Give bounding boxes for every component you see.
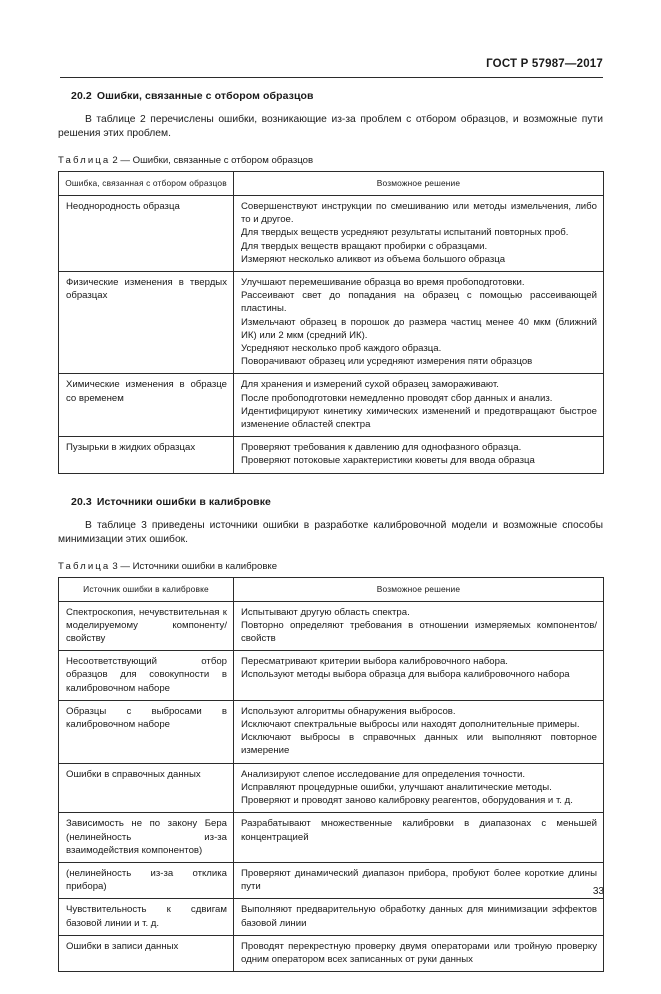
table-caption-dash: — xyxy=(120,155,130,166)
table-3-row-3-solution xyxy=(234,763,604,813)
table-3-caption xyxy=(58,561,603,572)
table-caption-number: 3 xyxy=(112,560,118,572)
cell-line: Для хранения и измерений сухой образец замораживают. xyxy=(241,379,499,391)
table-row xyxy=(59,862,604,898)
table-3-row-3-error xyxy=(59,763,234,813)
table-3-row-6-solution xyxy=(234,899,604,935)
section-title-text: Источники ошибки в калибровке xyxy=(96,495,271,508)
table-2-col-header-error: Ошибка, связанная с отбором образцов xyxy=(59,172,234,196)
cell-line: Измельчают образец в порошок до размера частиц менее 40 мкм (ближний ИК) или 2 мкм (средний ИК). xyxy=(241,316,597,341)
cell-line: Проверяют и проводят заново калибровку реагентов, оборудования и т. д. xyxy=(241,795,573,807)
table-2-row-1-solution xyxy=(234,272,604,374)
cell-line: Поворачивают образец или усредняют измерения пяти образцов xyxy=(241,356,533,368)
section-title-text: Ошибки, связанные с отбором образцов xyxy=(96,90,314,102)
table-3-col-header-error: Источник ошибки в калибровке xyxy=(59,577,234,601)
cell-line: Разрабатывают множественные калибровки в диапазонах с меньшей концентрацией xyxy=(241,818,597,843)
table-3-row-0-error xyxy=(59,601,234,651)
table-3-calibration-error-sources xyxy=(58,577,604,972)
cell-line: Усредняют несколько проб каждого образца. xyxy=(241,343,442,355)
table-3-row-5-solution xyxy=(234,862,604,898)
running-head-standard-id: ГОСТ Р 57987—2017 xyxy=(486,58,603,70)
table-row xyxy=(59,813,604,863)
cell-line: Исправляют процедурные ошибки, улучшают аналитические методы. xyxy=(241,781,552,793)
table-2-row-1-error xyxy=(59,272,234,374)
table-caption-word: Таблица xyxy=(58,155,111,166)
cell-line: Физические изменения в твердых образцах xyxy=(66,277,227,302)
cell-line: Зависимость не по закону Бера (нелинейность из-за взаимодействия компонентов) xyxy=(66,818,227,856)
table-2-row-3-solution xyxy=(234,437,604,473)
cell-line: Чувствительность к сдвигам базовой линии и т. д. xyxy=(66,904,227,929)
cell-line: (нелинейность из-за отклика прибора) xyxy=(66,867,227,893)
table-2-row-0-solution xyxy=(234,196,604,272)
table-3-row-2-error xyxy=(59,700,234,763)
table-3-row-1-error xyxy=(59,651,234,701)
table-row xyxy=(59,899,604,935)
table-caption-word: Таблица xyxy=(58,560,111,572)
cell-line: Несоответствующий отбор образцов для совокупности в калибровочном наборе xyxy=(66,656,227,694)
section-number: 20.2 xyxy=(71,90,92,102)
table-2-col-header-solution: Возможное решение xyxy=(234,172,604,196)
cell-line: Ошибки в записи данных xyxy=(66,940,179,952)
cell-line: Для твердых веществ усредняют результаты испытаний повторных проб. xyxy=(241,227,569,239)
section-paragraph-20-3: В таблице 3 приведены источники ошибки в разработке калибровочной модели и возможные способы минимизации этих ошибок. xyxy=(58,519,603,545)
table-2-row-3-error xyxy=(59,437,234,473)
section-heading-20-2 xyxy=(58,90,603,102)
table-row xyxy=(59,437,604,473)
header-divider xyxy=(60,77,603,78)
cell-line: Пересматривают критерии выбора калибровочного набора. xyxy=(241,656,508,668)
cell-line: Химические изменения в образце со временем xyxy=(66,379,227,404)
cell-line: Повторно определяют требования в отношении измеряемых компонентов/свойств xyxy=(241,619,597,645)
table-2-row-0-error xyxy=(59,196,234,272)
table-row xyxy=(59,651,604,701)
table-header-row xyxy=(59,172,604,196)
page-content xyxy=(58,90,603,994)
cell-line: Выполняют предварительную обработку данных для минимизации эффектов базовой линии xyxy=(241,904,597,929)
cell-line: Неоднородность образца xyxy=(66,201,180,212)
table-3-row-0-solution xyxy=(234,601,604,651)
table-2-row-2-error xyxy=(59,374,234,437)
cell-line: Образцы с выбросами в калибровочном наборе xyxy=(66,705,227,731)
table-3-col-header-solution: Возможное решение xyxy=(234,577,604,601)
section-paragraph-20-2: В таблице 2 перечислены ошибки, возникающие из-за проблем с отбором образцов, и возможные пути решения этих проблем. xyxy=(58,114,603,139)
table-row xyxy=(59,196,604,272)
cell-line: Анализируют слепое исследование для определения точности. xyxy=(241,768,526,780)
table-2-caption xyxy=(58,155,603,166)
cell-line: Ошибки в справочных данных xyxy=(66,768,201,780)
table-2-sampling-errors xyxy=(58,171,604,474)
section-heading-20-3 xyxy=(58,496,603,508)
cell-line: Проверяют динамический диапазон прибора, пробуют более короткие длины пути xyxy=(241,867,597,893)
cell-line: Исключают выбросы в справочных данных или выполняют повторное измерение xyxy=(241,732,597,757)
cell-line: Идентифицируют кинетику химических изменений и предотвращают быстрое изменение областей спектра xyxy=(241,405,597,431)
cell-line: Измеряют несколько аликвот из объема большого образца xyxy=(241,253,506,265)
cell-line: Совершенствуют инструкции по смешиванию или методы измельчения, либо то и другое. xyxy=(241,201,597,226)
cell-line: Рассеивают свет до попадания на образец с помощью рассеивающей пластины. xyxy=(241,290,597,315)
cell-line: Проверяют требования к давлению для однофазного образца. xyxy=(241,442,522,454)
cell-line: Проводят перекрестную проверку двумя операторами или тройную проверку одним оператором всех записанных от руки данных xyxy=(241,940,597,965)
cell-line: После пробоподготовки немедленно проводят сбор данных и анализ. xyxy=(241,392,553,404)
table-row xyxy=(59,700,604,763)
table-3-row-2-solution xyxy=(234,700,604,763)
cell-line: Пузырьки в жидких образцах xyxy=(66,442,196,454)
cell-line: Спектроскопия, нечувствительная к моделируемому компоненту/свойству xyxy=(66,606,227,645)
table-caption-dash: — xyxy=(120,560,130,572)
cell-line: Испытывают другую область спектра. xyxy=(241,606,410,618)
cell-line: Используют алгоритмы обнаружения выбросов. xyxy=(241,705,456,717)
table-caption-title: Ошибки, связанные с отбором образцов xyxy=(132,155,314,166)
table-3-row-1-solution xyxy=(234,651,604,701)
cell-line: Улучшают перемешивание образца во время пробоподготовки. xyxy=(241,277,525,289)
table-row xyxy=(59,935,604,971)
page-number: 33 xyxy=(592,886,604,897)
table-header-row xyxy=(59,577,604,601)
cell-line: Используют методы выбора образца для выбора калибровочного набора xyxy=(241,669,570,681)
table-3-row-5-error xyxy=(59,862,234,898)
table-3-row-6-error xyxy=(59,899,234,935)
table-3-row-4-error xyxy=(59,813,234,863)
section-number: 20.3 xyxy=(71,495,92,508)
table-3-row-7-solution xyxy=(234,935,604,971)
table-row xyxy=(59,601,604,651)
table-caption-number: 2 xyxy=(112,155,118,166)
table-3-row-7-error xyxy=(59,935,234,971)
table-3-row-4-solution xyxy=(234,813,604,863)
cell-line: Для твердых веществ вращают пробирки с образцами. xyxy=(241,240,488,252)
table-row xyxy=(59,272,604,374)
table-2-row-2-solution xyxy=(234,374,604,437)
table-row xyxy=(59,763,604,813)
cell-line: Проверяют потоковые характеристики кюветы для ввода образца xyxy=(241,455,535,467)
cell-line: Исключают спектральные выбросы или находят дополнительные примеры. xyxy=(241,719,580,731)
table-caption-title: Источники ошибки в калибровке xyxy=(132,560,278,572)
table-row xyxy=(59,374,604,437)
